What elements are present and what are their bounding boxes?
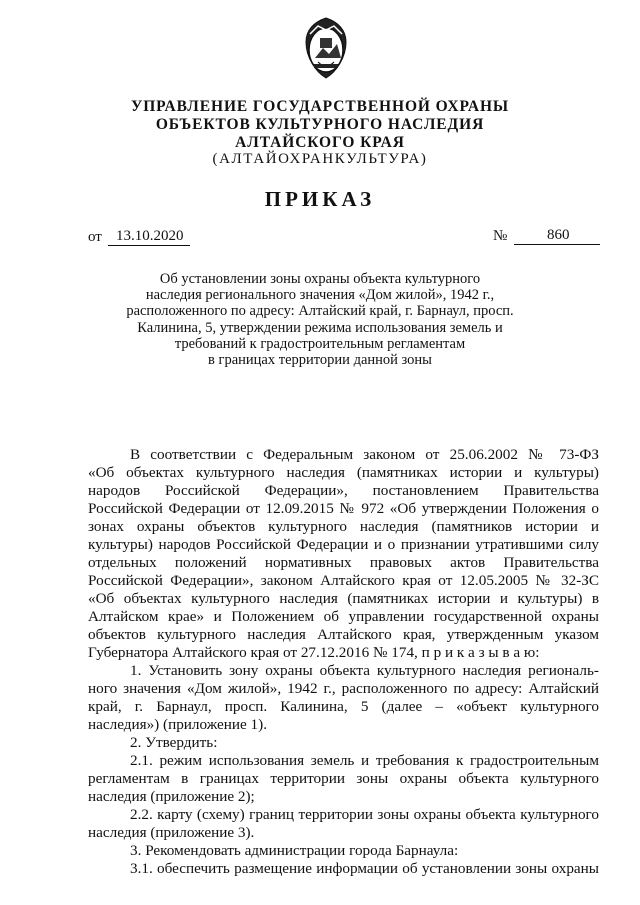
body-line: 3.1. обеспечить размещение информации об установлении зоны охраны bbox=[130, 860, 599, 877]
number-sign: № bbox=[493, 228, 508, 244]
agency-name-line-1: УПРАВЛЕНИЕ ГОСУДАРСТВЕННОЙ ОХРАНЫ bbox=[130, 98, 510, 115]
body-line: Губернатора Алтайского края от 27.12.2016 № 174, п р и к а з ы в а ю: bbox=[88, 644, 540, 661]
subject-line: в границах территории данной зоны bbox=[208, 352, 432, 368]
body-line: Российской Федерации от 12.09.2015 № 972 «Об утверждении Положения о bbox=[88, 500, 599, 517]
body-line: 1. Установить зону охраны объекта культурного наследия региональ- bbox=[130, 662, 599, 679]
body-line: ного значения «Дом жилой», 1942 г., расположенного по адресу: Алтайский bbox=[88, 680, 599, 697]
document-date: 13.10.2020 bbox=[116, 228, 184, 244]
body-line: 2.2. карту (схему) границ территории зоны охраны объекта культурного bbox=[130, 806, 599, 823]
document-number: 860 bbox=[547, 227, 570, 243]
body-line: 2. Утвердить: bbox=[130, 734, 218, 751]
subject-line: Калинина, 5, утверждении режима использования земель и bbox=[137, 320, 503, 336]
document-type-title: ПРИКАЗ bbox=[264, 187, 376, 211]
body-line: наследия (приложение 3). bbox=[88, 824, 255, 841]
body-line: Российской Федерации», законом Алтайского края от 12.05.2005 № 32-ЗС bbox=[88, 572, 599, 589]
body-line: объектов культурного наследия Алтайского края, утвержденным указом bbox=[88, 626, 599, 643]
date-underline bbox=[108, 245, 190, 246]
body-line: «Об объектах культурного наследия (памятниках истории и культуры) в bbox=[88, 590, 599, 607]
body-line: отдельных положений нормативных правовых актов Правительства bbox=[88, 554, 599, 571]
body-line: край, г. Барнаул, просп. Калинина, 5 (далее – «объект культурного bbox=[88, 698, 599, 715]
coat-of-arms-emblem bbox=[296, 14, 356, 82]
number-underline bbox=[514, 244, 600, 245]
body-line: Алтайском крае» и Положением об управлении государственной охраны bbox=[88, 608, 599, 625]
body-line: зонах охраны объектов культурного наследия (памятников истории и bbox=[88, 518, 599, 535]
date-prefix: от bbox=[88, 229, 102, 245]
body-line: культуры) народов Российской Федерации и о признании утратившими силу bbox=[88, 536, 599, 553]
subject-line: наследия регионального значения «Дом жилой», 1942 г., bbox=[145, 287, 495, 303]
agency-name-line-2: ОБЪЕКТОВ КУЛЬТУРНОГО НАСЛЕДИЯ bbox=[155, 116, 485, 133]
body-line: наследия (приложение 2); bbox=[88, 788, 255, 805]
body-line: 2.1. режим использования земель и требования к градостроительным bbox=[130, 752, 599, 769]
subject-line: Об установлении зоны охраны объекта культурного bbox=[159, 271, 481, 287]
body-line: «Об объектах культурного наследия (памятниках истории и культуры) bbox=[88, 464, 599, 481]
body-line: народов Российской Федерации», постановлением Правительства bbox=[88, 482, 599, 499]
body-line: наследия») (приложение 1). bbox=[88, 716, 267, 733]
body-line: В соответствии с Федеральным законом от 25.06.2002 № 73-ФЗ bbox=[130, 446, 599, 463]
body-line: регламентам в границах территории зоны охраны объекта культурного bbox=[88, 770, 599, 787]
body-line: 3. Рекомендовать администрации города Барнаула: bbox=[130, 842, 459, 859]
agency-short-name: (АЛТАЙОХРАНКУЛЬТУРА) bbox=[212, 151, 428, 167]
subject-line: расположенного по адресу: Алтайский край, г. Барнаул, просп. bbox=[126, 303, 514, 319]
agency-name-line-3: АЛТАЙСКОГО КРАЯ bbox=[235, 134, 405, 151]
subject-line: требований к градостроительным регламентам bbox=[174, 336, 466, 352]
